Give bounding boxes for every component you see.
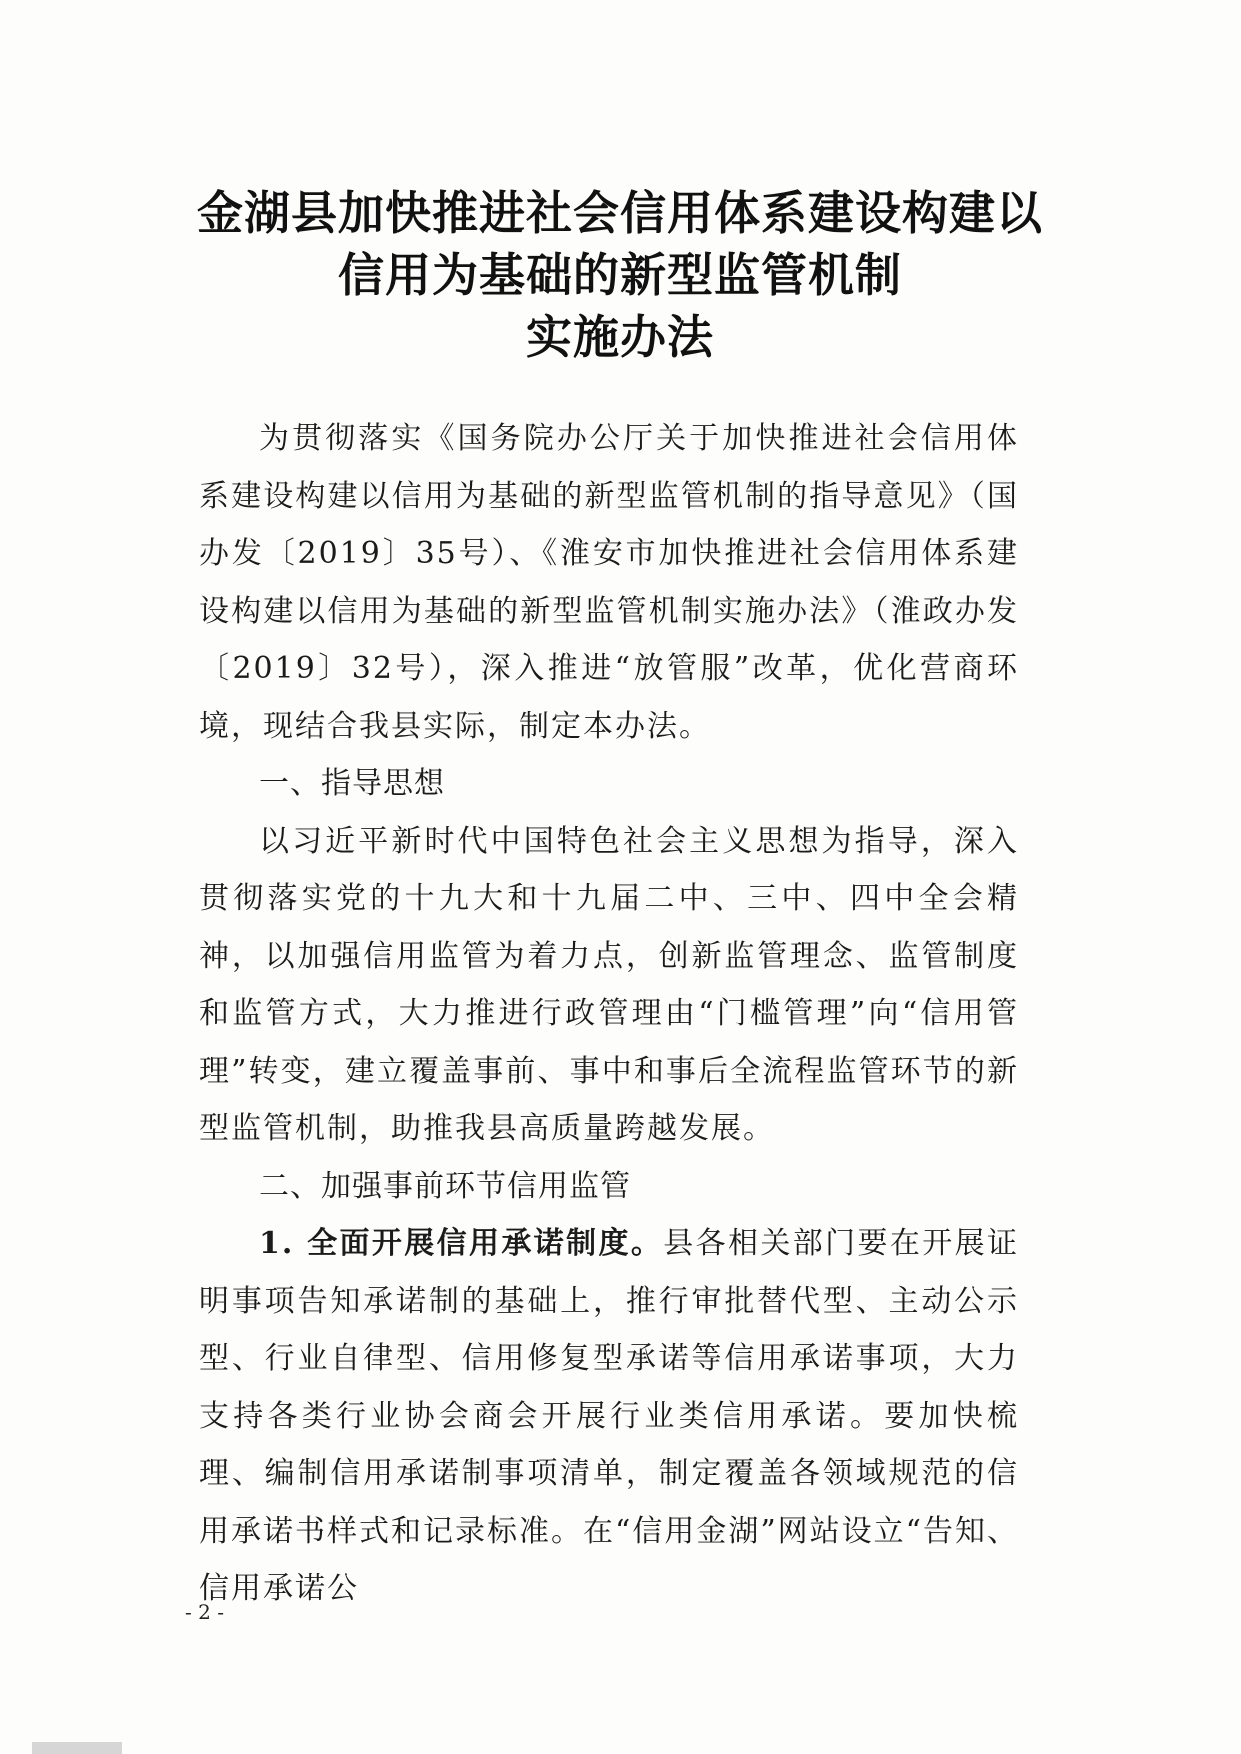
guiding-thought-paragraph: 以习近平新时代中国特色社会主义思想为指导，深入贯彻落实党的十九大和十九届二中、三中、四中全会精神，以加强信用监管为着力点，创新监管理念、监管制度和监管方式，大力推进行政管理由“门槛管理”向“信用管理”转变，建立覆盖事前、事中和事后全流程监管环节的新型监管机制，助推我县高质量跨越发展。 [199,823,1019,1146]
section-heading-guiding-thought: 一、指导思想 [259,766,445,801]
item-1-text: 县各相关部门要在开展证明事项告知承诺制的基础上，推行审批替代型、主动公示型、行业自律型、信用修复型承诺等信用承诺事项，大力支持各类行业协会商会开展行业类信用承诺。要加快梳理、编制信用承诺制事项清单，制定覆盖各领域规范的信用承诺书样式和记录标准。在“信用金湖”网站设立“告知、信用承诺公 [199,1226,1020,1606]
title-line-3: 实施办法 [526,310,714,364]
intro-paragraph: 为贯彻落实《国务院办公厅关于加快推进社会信用体系建设构建以信用为基础的新型监管机制的指导意见》（国办发〔2019〕35号）、《淮安市加快推进社会信用体系建设构建以信用为基础的新型监管机制实施办法》（淮政办发〔2019〕32号），深入推进“放管服”改革，优化营商环境，现结合我县实际，制定本办法。 [199,421,1019,744]
page-number: - 2 - [185,1600,224,1624]
item-1-lead: 1. 全面开展信用承诺制度。 [259,1226,664,1261]
section-heading-pre-event-supervision: 二、加强事前环节信用监管 [259,1168,631,1204]
document-body [199,410,1019,1618]
title-line-1: 金湖县加快推进社会信用体系建设构建以 [197,186,1043,240]
item-1-paragraph [199,1215,1019,1618]
scan-edge-mark [32,1742,122,1754]
document-title [120,182,1120,368]
title-line-2: 信用为基础的新型监管机制 [338,248,902,302]
